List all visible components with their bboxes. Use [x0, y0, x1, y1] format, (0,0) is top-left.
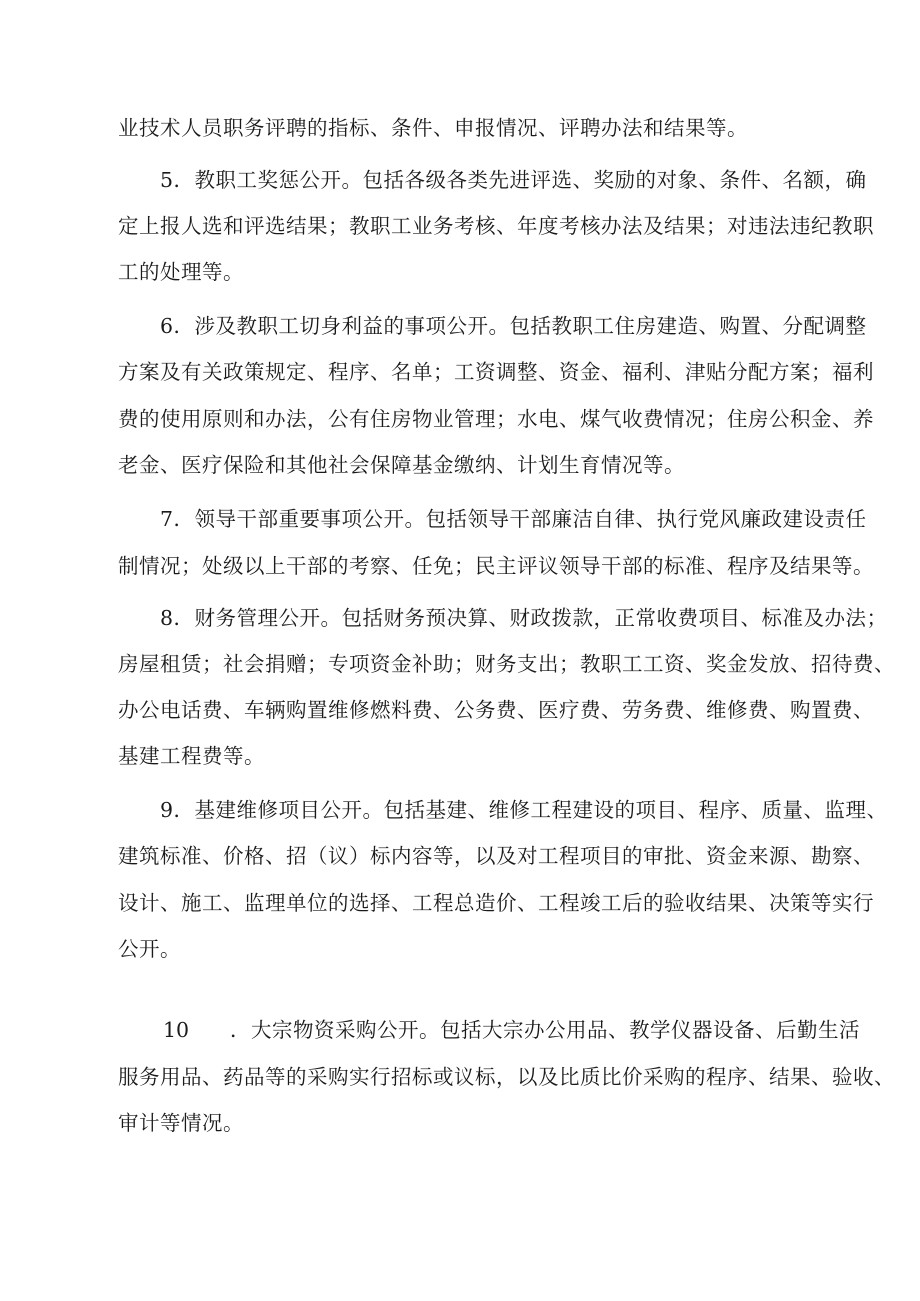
item-7-line-2: 制情况；处级以上干部的考察、任免；民主评议领导干部的标准、程序及结果等。 [118, 554, 874, 578]
item-6-line-2: 方案及有关政策规定、程序、名单；工资调整、资金、福利、津贴分配方案；福利 [118, 360, 874, 384]
item-10-number: 10 [163, 1018, 190, 1042]
item-8-line-4: 基建工程费等。 [118, 744, 265, 768]
intro-line: 业技术人员职务评聘的指标、条件、申报情况、评聘办法和结果等。 [118, 116, 748, 140]
item-10-line-3: 审计等情况。 [118, 1111, 244, 1135]
item-6-line-4: 老金、医疗保险和其他社会保障基金缴纳、计划生育情况等。 [118, 453, 685, 477]
item-5-line-2: 定上报人选和评选结果；教职工业务考核、年度考核办法及结果；对违法违纪教职 [118, 214, 874, 238]
item-8-line-1: 8．财务管理公开。包括财务预决算、财政拨款，正常收费项目、标准及办法； [160, 606, 888, 630]
item-6-line-1: 6．涉及教职工切身利益的事项公开。包括教职工住房建造、购置、分配调整 [160, 314, 867, 338]
item-9-line-4: 公开。 [118, 937, 181, 961]
item-8-line-2: 房屋租赁；社会捐赠；专项资金补助；财务支出；教职工工资、奖金发放、招待费、 [118, 652, 895, 676]
item-8-line-3: 办公电话费、车辆购置维修燃料费、公务费、医疗费、劳务费、维修费、购置费、 [118, 698, 874, 722]
item-9-line-3: 设计、施工、监理单位的选择、工程总造价、工程竣工后的验收结果、决策等实行 [118, 891, 874, 915]
item-5-line-3: 工的处理等。 [118, 260, 244, 284]
item-10-line-1: ．大宗物资采购公开。包括大宗办公用品、教学仪器设备、后勤生活 [230, 1018, 860, 1042]
item-9-line-1: 9．基建维修项目公开。包括基建、维修工程建设的项目、程序、质量、监理、 [160, 798, 888, 822]
item-7-line-1: 7．领导干部重要事项公开。包括领导干部廉洁自律、执行党风廉政建设责任 [160, 507, 867, 531]
item-10-line-2: 服务用品、药品等的采购实行招标或议标，以及比质比价采购的程序、结果、验收、 [118, 1065, 895, 1089]
item-5-line-1: 5．教职工奖惩公开。包括各级各类先进评选、奖励的对象、条件、名额，确 [160, 168, 867, 192]
item-9-line-2: 建筑标准、价格、招（议）标内容等，以及对工程项目的审批、资金来源、勘察、 [118, 844, 874, 868]
item-6-line-3: 费的使用原则和办法，公有住房物业管理；水电、煤气收费情况；住房公积金、养 [118, 407, 874, 431]
